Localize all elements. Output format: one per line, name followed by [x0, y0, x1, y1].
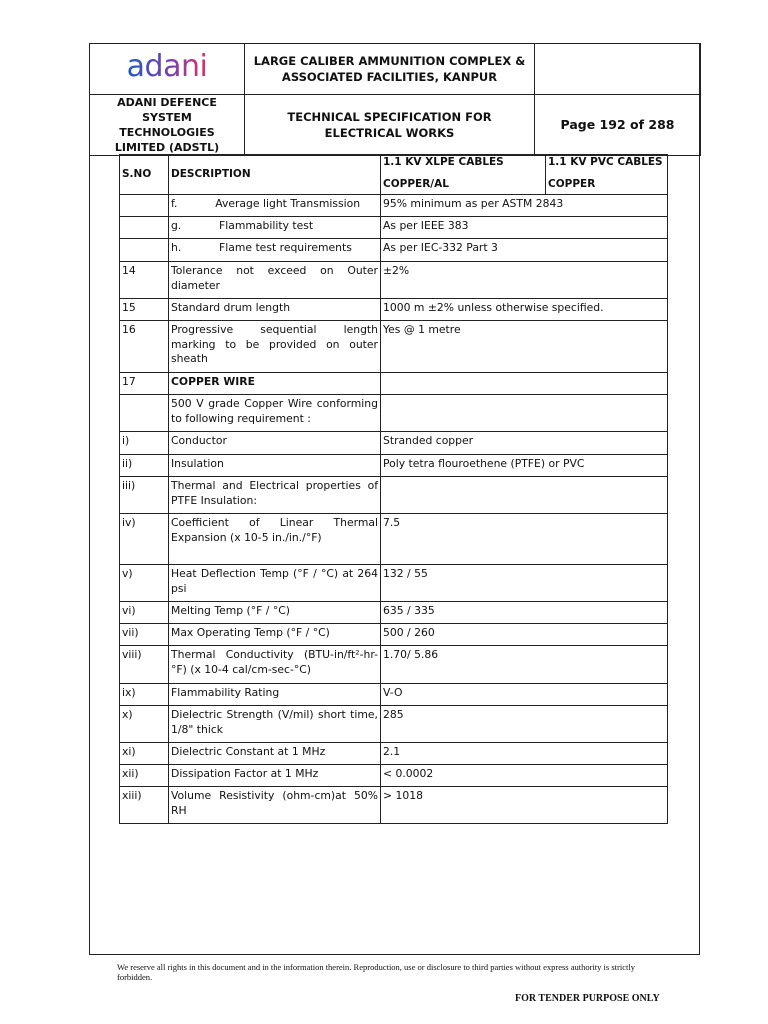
- row-value: [381, 395, 668, 432]
- project-title: LARGE CALIBER AMMUNITION COMPLEX & ASSOCIATED FACILITIES, KANPUR: [245, 44, 535, 95]
- tender-label: FOR TENDER PURPOSE ONLY: [515, 993, 660, 1004]
- row-sno: iii): [120, 477, 169, 514]
- row-description: Conductor: [169, 432, 381, 455]
- row-description: Max Operating Temp (°F / °C): [169, 624, 381, 646]
- table-row: [120, 684, 668, 706]
- page-number: Page 192 of 288: [535, 95, 701, 156]
- spec-table: [119, 154, 668, 824]
- row-sno: xii): [120, 765, 169, 787]
- row-sno: i): [120, 432, 169, 455]
- table-row: [120, 217, 668, 239]
- row-description: Dissipation Factor at 1 MHz: [169, 765, 381, 787]
- header-pvc-title: 1.1 KV PVC CABLES: [548, 156, 663, 168]
- row-sno: xiii): [120, 787, 169, 824]
- table-row: [120, 477, 668, 514]
- row-sno: [120, 395, 169, 432]
- header-blank-cell: [535, 44, 701, 95]
- row-description: Volume Resistivity (ohm-cm)at 50% RH: [169, 787, 381, 824]
- rights-notice: We reserve all rights in this document and in the information therein. Reproduction, use or disclosure to third parties without express authority is strictly forbidden.: [117, 962, 635, 982]
- document-title: TECHNICAL SPECIFICATION FOR ELECTRICAL WORKS: [245, 95, 535, 156]
- document-header: [89, 43, 701, 156]
- table-row: [120, 373, 668, 395]
- table-row: [120, 299, 668, 321]
- header-sno: S.NO: [120, 155, 169, 195]
- row-value: Poly tetra flouroethene (PTFE) or PVC: [381, 455, 668, 477]
- row-value: 132 / 55: [381, 565, 668, 602]
- row-description: Dielectric Strength (V/mil) short time, 1/8" thick: [169, 706, 381, 743]
- row-value: [381, 477, 668, 514]
- table-row: [120, 432, 668, 455]
- header-xlpe-title: 1.1 KV XLPE CABLES: [383, 156, 504, 168]
- row-description: Progressive sequential length marking to be provided on outer sheath: [169, 321, 381, 373]
- table-row: [120, 602, 668, 624]
- row-description: Thermal Conductivity (BTU-in/ft²-hr-°F) (x 10-4 cal/cm-sec-°C): [169, 646, 381, 684]
- row-description: Coefficient of Linear Thermal Expansion (x 10-5 in./in./°F): [169, 514, 381, 565]
- row-description: h. Flame test requirements: [169, 239, 381, 262]
- logo-cell: [90, 44, 245, 95]
- row-sno: iv): [120, 514, 169, 565]
- table-row: [120, 239, 668, 262]
- row-sno: [120, 217, 169, 239]
- table-row: [120, 195, 668, 217]
- row-sno: 15: [120, 299, 169, 321]
- adani-logo: adani: [126, 48, 208, 84]
- row-sno: [120, 195, 169, 217]
- row-sno: [120, 239, 169, 262]
- row-value: As per IEC-332 Part 3: [381, 239, 668, 262]
- row-description: Thermal and Electrical properties of PTFE Insulation:: [169, 477, 381, 514]
- header-pvc-material: COPPER: [548, 178, 596, 190]
- table-row: [120, 262, 668, 299]
- row-sno: viii): [120, 646, 169, 684]
- table-row: [120, 646, 668, 684]
- row-value: As per IEEE 383: [381, 217, 668, 239]
- row-sno: ix): [120, 684, 169, 706]
- row-description: Heat Deflection Temp (°F / °C) at 264 psi: [169, 565, 381, 602]
- header-pvc: [546, 155, 668, 195]
- row-sno: xi): [120, 743, 169, 765]
- header-description: DESCRIPTION: [169, 155, 381, 195]
- table-row: [120, 395, 668, 432]
- row-sno: vii): [120, 624, 169, 646]
- row-value: V-O: [381, 684, 668, 706]
- table-row: [120, 787, 668, 824]
- table-row: [120, 565, 668, 602]
- row-value: 7.5: [381, 514, 668, 565]
- row-value: Yes @ 1 metre: [381, 321, 668, 373]
- row-value: 2.1: [381, 743, 668, 765]
- table-header-row: [120, 155, 668, 195]
- row-sno: ii): [120, 455, 169, 477]
- header-xlpe-material: COPPER/AL: [383, 178, 449, 190]
- row-description: Melting Temp (°F / °C): [169, 602, 381, 624]
- row-sno: v): [120, 565, 169, 602]
- table-row: [120, 743, 668, 765]
- row-value: 1.70/ 5.86: [381, 646, 668, 684]
- row-value: ±2%: [381, 262, 668, 299]
- table-row: [120, 706, 668, 743]
- row-value: 635 / 335: [381, 602, 668, 624]
- row-value: [381, 373, 668, 395]
- row-sno: vi): [120, 602, 169, 624]
- row-sno: 17: [120, 373, 169, 395]
- row-value: > 1018: [381, 787, 668, 824]
- table-row: [120, 765, 668, 787]
- row-sno: 16: [120, 321, 169, 373]
- table-row: [120, 624, 668, 646]
- row-description: COPPER WIRE: [169, 373, 381, 395]
- row-description: Tolerance not exceed on Outer diameter: [169, 262, 381, 299]
- table-row: [120, 514, 668, 565]
- row-value: 285: [381, 706, 668, 743]
- row-description: Dielectric Constant at 1 MHz: [169, 743, 381, 765]
- row-value: < 0.0002: [381, 765, 668, 787]
- row-description: g. Flammability test: [169, 217, 381, 239]
- header-xlpe: [381, 155, 546, 195]
- row-value: 1000 m ±2% unless otherwise specified.: [381, 299, 668, 321]
- row-sno: x): [120, 706, 169, 743]
- row-value: 500 / 260: [381, 624, 668, 646]
- table-row: [120, 455, 668, 477]
- row-value: Stranded copper: [381, 432, 668, 455]
- row-description: Insulation: [169, 455, 381, 477]
- company-name: ADANI DEFENCE SYSTEM TECHNOLOGIES LIMITED (ADSTL): [90, 95, 245, 156]
- row-description: Flammability Rating: [169, 684, 381, 706]
- row-description: Standard drum length: [169, 299, 381, 321]
- table-row: [120, 321, 668, 373]
- row-sno: 14: [120, 262, 169, 299]
- row-value: 95% minimum as per ASTM 2843: [381, 195, 668, 217]
- row-description: 500 V grade Copper Wire conforming to following requirement :: [169, 395, 381, 432]
- row-description: f. Average light Transmission: [169, 195, 381, 217]
